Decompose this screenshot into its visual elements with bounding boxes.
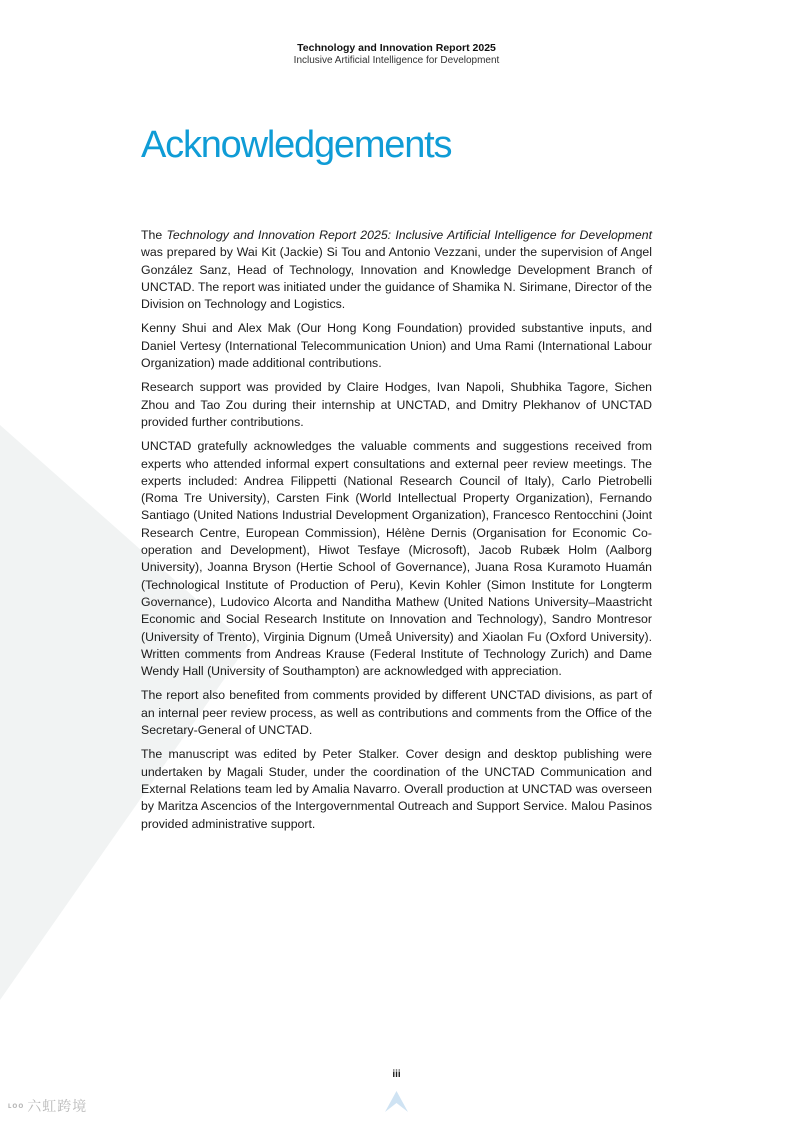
watermark	[8, 1096, 87, 1116]
report-title-header: Technology and Innovation Report 2025	[297, 42, 496, 54]
paragraph-1-lead: The	[141, 228, 167, 242]
paragraph-1-text: was prepared by Wai Kit (Jackie) Si Tou and Antonio Vezzani, under the supervision of Angel González Sanz, Head of Technology, Innovation and Knowledge Development Branch of UNCTAD. The report was initiated under the guidance of Shamika N. Sirimane, Director of the Division on Technology and Logistics.	[141, 245, 652, 312]
paragraph-5: The report also benefited from comments provided by different UNCTAD divisions, as part of an internal peer review process, as well as contributions and comments from the Office of the Secretary-General of UNCTAD.	[141, 688, 652, 738]
page-header	[0, 42, 793, 67]
paragraph-4: UNCTAD gratefully acknowledges the valuable comments and suggestions received from experts who attended informal expert consultations and external peer review meetings. The experts included: Andrea Filippetti (National Research Council of Italy), Carlo Pietrobelli (Roma Tre University), Carsten Fink (World Intellectual Property Organization), Fernando Santiago (United Nations Industrial Development Organization), Francesco Rentocchini (Joint Research Centre, European Commission), Hélène Dernis (Organisation for Economic Co-operation and Development), Hiwot Tesfaye (Microsoft), Jacob Rubæk Holm (Aalborg University), Joanna Bryson (Hertie School of Governance), Juana Rosa Kuramoto Huamán (Technological Institute of Production of Peru), Kevin Kohler (Simon Institute for Longterm Governance), Ludovico Alcorta and Nanditha Mathew (United Nations University–Maastricht Economic and Social Research Institute on Innovation and Technology), Sandro Montresor (University of Trento), Virginia Dignum (Umeå University) and Xiaolan Fu (Oxford University). Written comments from Andreas Krause (Federal Institute of Technology Zurich) and Dame Wendy Hall (University of Southampton) are acknowledged with appreciation.	[141, 439, 652, 679]
report-title-italic: Technology and Innovation Report 2025: Inclusive Artificial Intelligence for Development	[166, 228, 653, 242]
paragraph-6: The manuscript was edited by Peter Stalker. Cover design and desktop publishing were undertaken by Magali Studer, under the coordination of the UNCTAD Communication and External Relations team led by Amalia Navarro. Overall production at UNCTAD was overseen by Maritza Ascencios of the Intergovernmental Outreach and Support Service. Malou Pasinos provided administrative support.	[141, 747, 652, 831]
paragraph-3: Research support was provided by Claire Hodges, Ivan Napoli, Shubhika Tagore, Sichen Zhou and Tao Zou during their internship at UNCTAD, and Dmitry Plekhanov of UNCTAD provided further contributions.	[141, 380, 652, 429]
acknowledgements-body	[141, 227, 652, 840]
watermark-logo: ᶫᵒᵒ	[8, 1100, 25, 1114]
watermark-text: 六虹跨境	[27, 1098, 88, 1114]
paragraph-1	[141, 227, 652, 313]
page-title: Acknowledgements	[141, 124, 452, 166]
report-subtitle-header: Inclusive Artificial Intelligence for Development	[293, 55, 500, 66]
chevron-up-icon	[384, 1090, 409, 1114]
page-number: iii	[392, 1069, 401, 1080]
paragraph-2: Kenny Shui and Alex Mak (Our Hong Kong Foundation) provided substantive inputs, and Daniel Vertesy (International Telecommunication Union) and Uma Rami (International Labour Organization) made additional contributions.	[141, 321, 652, 371]
